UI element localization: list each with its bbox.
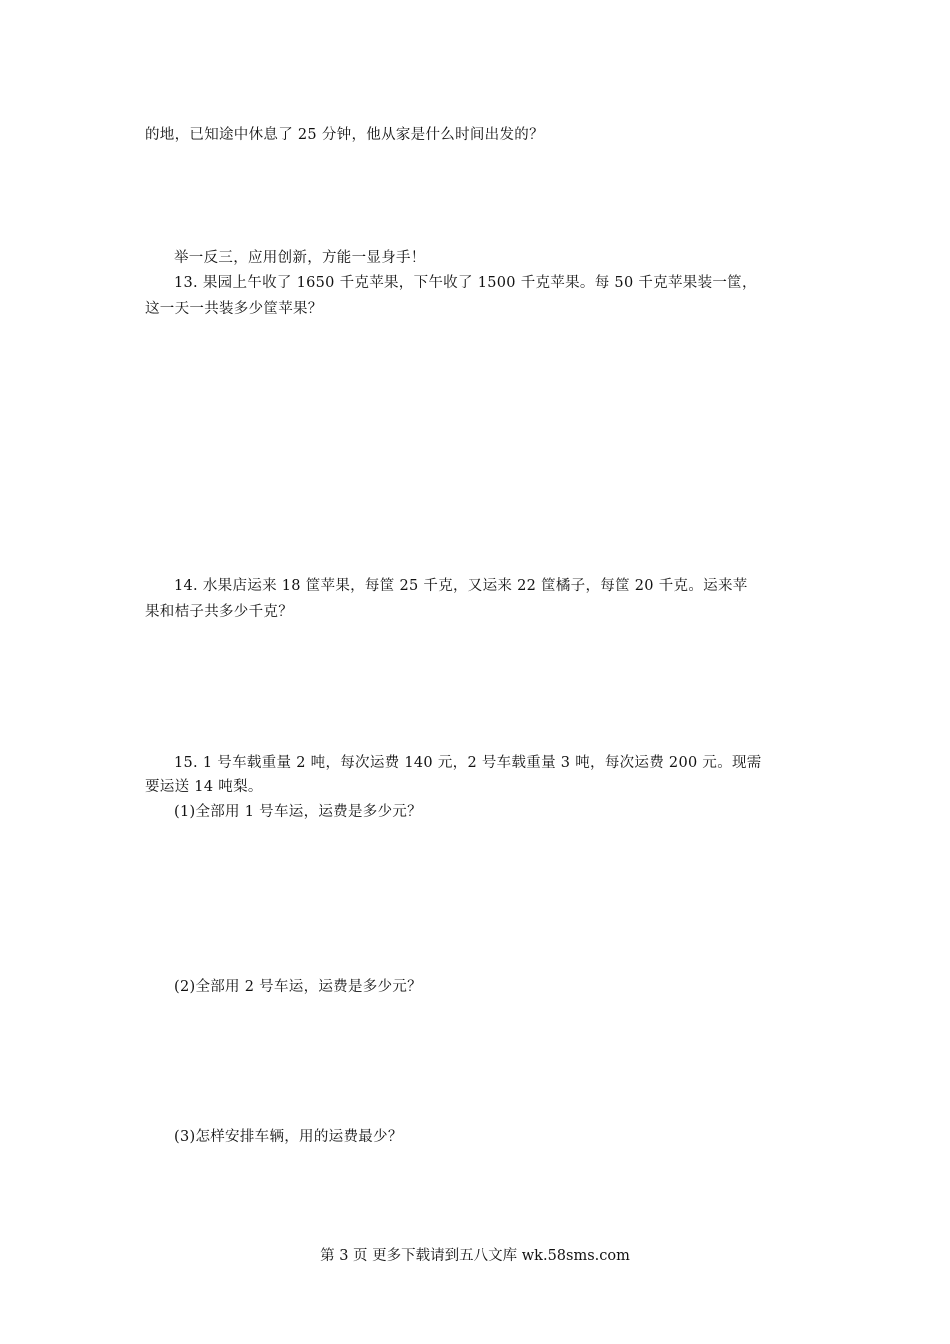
question-15-line-2: 要运送 14 吨梨。 <box>145 779 263 795</box>
question-15-part-3: (3)怎样安排车辆，用的运费最少？ <box>174 1129 403 1145</box>
question-14-line-2: 果和桔子共多少千克？ <box>145 604 293 620</box>
question-13-line-2: 这一天一共装多少筐苹果？ <box>145 301 323 317</box>
section-heading: 举一反三，应用创新，方能一显身手！ <box>174 250 426 266</box>
question-15-line-1: 15. 1 号车载重量 2 吨，每次运费 140 元，2 号车载重量 3 吨，每次运费 200 元。现需 <box>174 755 762 771</box>
question-14-line-1: 14. 水果店运来 18 筐苹果，每筐 25 千克，又运来 22 筐橘子，每筐 20 千克。运来苹 <box>174 578 748 594</box>
question-15-part-1: (1)全部用 1 号车运，运费是多少元？ <box>174 804 422 820</box>
question-13-line-1: 13. 果园上午收了 1650 千克苹果，下午收了 1500 千克苹果。每 50 千克苹果装一筐， <box>174 275 757 291</box>
page-footer: 第 3 页 更多下载请到五八文库 wk.58sms.com <box>320 1248 630 1264</box>
carryover-question-text: 的地，已知途中休息了 25 分钟，他从家是什么时间出发的？ <box>145 127 544 143</box>
question-15-part-2: (2)全部用 2 号车运，运费是多少元？ <box>174 979 422 995</box>
